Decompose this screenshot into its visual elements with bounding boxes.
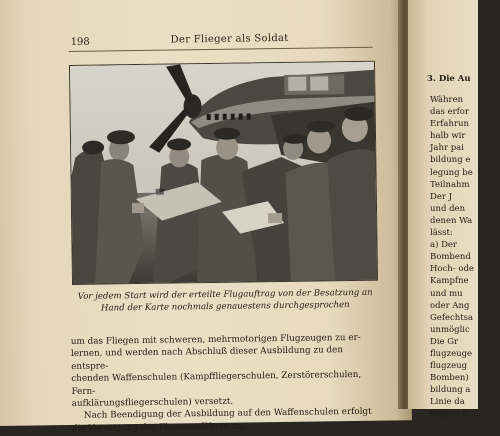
running-head: Der Flieger als Soldat [170,32,289,46]
right-page-line: jungen F [430,409,469,420]
right-page-line: bildung a [430,385,471,396]
right-page-line: Linie da [430,397,465,408]
right-page-line: Kampfne [430,276,469,287]
photograph [69,61,378,285]
right-page-heading: 3. Die Au [427,74,471,84]
right-page-line: Gefechtsa [430,312,474,323]
header-rule [69,47,373,52]
right-page-line: und den [430,203,466,214]
right-page-line: unmöglic [430,324,470,335]
right-page-line: Bomben) [430,373,469,384]
right-page-line: bildung e [430,155,471,166]
right-page-line: Hoch- ode [430,264,474,275]
body-line: um das Fliegen mit schweren, mehrmotorigen Flugzeugen zu er- [70,332,361,347]
right-page [408,0,478,420]
right-page-line: das erfor [430,107,469,118]
right-page-line: flugzeug [430,361,468,372]
right-page-line: und mu [430,288,463,299]
photo-caption [70,287,380,315]
right-page-line: Erfahrun [430,119,469,130]
right-page-line: Die Gr [430,336,459,347]
right-page-line: Währen [430,95,464,105]
body-line: aufklärungsfliegerschulen) versetzt. [71,396,234,409]
body-line: chenden Waffenschulen (Kampffliegerschulen, Zerstörerschulen, Fern- [71,370,362,397]
right-page-line: lässt: [430,228,453,239]
body-line: Nach Beendigung der Ausbildung auf den Waffenschulen erfolgt [83,407,372,422]
body-text [71,332,382,436]
right-page-line: Teilnahm [430,179,470,190]
right-page-line: Jahr pai [430,143,464,154]
right-page-line: halb wir [430,131,466,142]
right-page-line: a) Der [430,240,457,251]
right-page-line: denen Wa [430,215,473,226]
right-page-line: flugzeuge [430,348,473,359]
body-line: lernen, und werden nach Abschluß dieser Ausbildung zu den entspre- [70,345,344,372]
right-page-text [430,94,500,421]
photograph-image [70,62,377,284]
page-number: 198 [70,36,90,48]
right-page-line: Bombend [430,252,471,263]
body-line: die Versetzung der Flugzeugführer zu... [71,421,251,434]
right-page-line: Der J [430,191,453,202]
right-page-line: legung be [430,167,473,178]
caption-line: Vor jedem Start wird der erteilte Flugauftrag von der Besatzung an [77,287,373,302]
caption-line: Hand der Karte nochmals genauestens durchgesprochen [100,300,350,314]
right-page-line: oder Ang [430,300,470,311]
